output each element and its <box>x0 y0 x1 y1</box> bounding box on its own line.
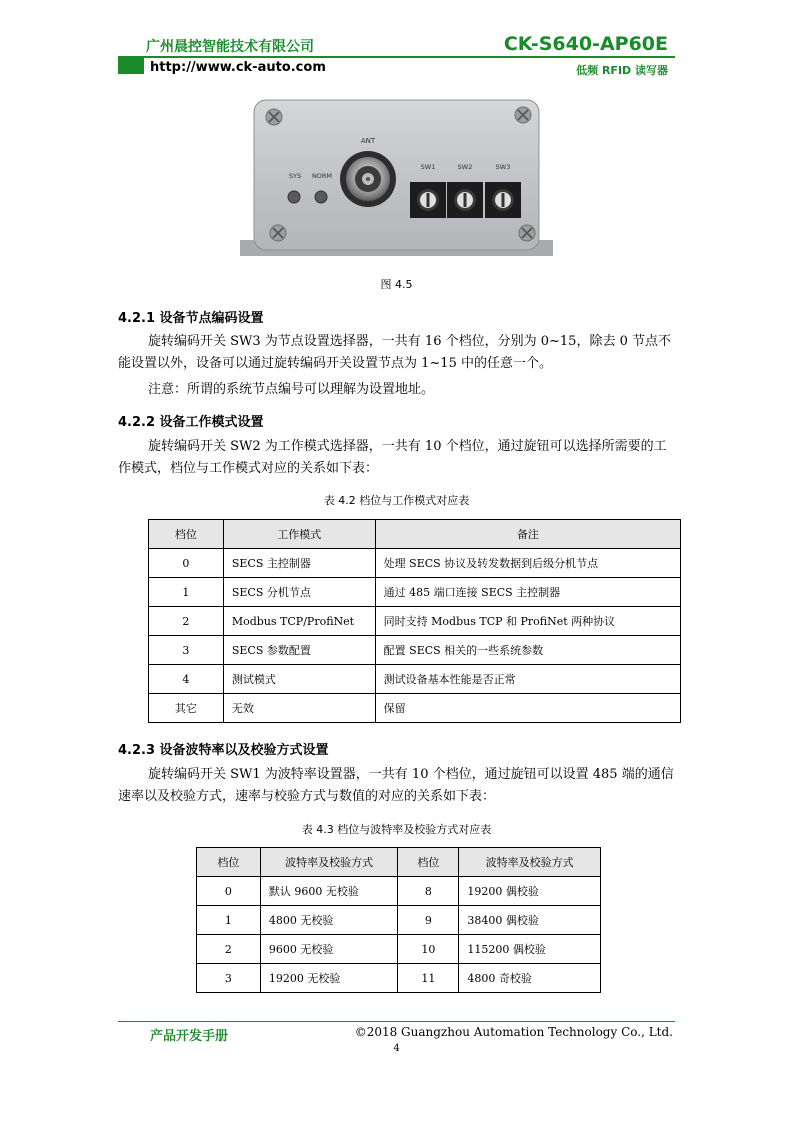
heading-4-2-1: 4.2.1 设备节点编码设置 <box>118 311 264 326</box>
mode-cell: Modbus TCP/ProfiNet <box>223 607 375 636</box>
gear-cell: 0 <box>197 877 261 906</box>
table-row <box>149 607 681 636</box>
header-cell: 档位 <box>197 848 261 877</box>
gear-cell: 2 <box>197 935 261 964</box>
table-row <box>149 549 681 578</box>
header-cell: 工作模式 <box>223 520 375 549</box>
footer-divider <box>118 1021 675 1022</box>
heading-4-2-3: 4.2.3 设备波特率以及校验方式设置 <box>118 743 329 758</box>
table-4-2-caption: 表 4.2 档位与工作模式对应表 <box>323 494 470 507</box>
figure-caption: 图 4.5 <box>380 278 413 291</box>
panel-screw-bottom-right <box>519 225 535 241</box>
table-row <box>149 636 681 665</box>
footer-copyright: ©2018 Guangzhou Automation Technology Co., Ltd. <box>354 1025 673 1039</box>
header-product: 低频 RFID 读写器 <box>576 64 668 77</box>
header-company: 广州晨控智能技术有限公司 <box>146 39 314 55</box>
table-row <box>197 964 601 993</box>
remark-cell: 测试设备基本性能是否正常 <box>375 665 680 694</box>
remark-cell: 同时支持 Modbus TCP 和 ProfiNet 两种协议 <box>375 607 680 636</box>
baud-cell: 4800 奇校验 <box>459 964 601 993</box>
baud-cell: 115200 偶校验 <box>459 935 601 964</box>
page-number: 4 <box>393 1043 400 1054</box>
remark-cell: 通过 485 端口连接 SECS 主控制器 <box>375 578 680 607</box>
paragraph-4-2-1-body: 旋转编码开关 SW3 为节点设置选择器，一共有 16 个档位，分别为 0~15，除去 0 节点不能设置以外，设备可以通过旋转编码开关设置节点为 1~15 中的任意一个。 <box>118 334 671 371</box>
gear-cell: 0 <box>149 549 224 578</box>
gear-cell: 1 <box>149 578 224 607</box>
baud-cell: 4800 无校验 <box>260 906 398 935</box>
header-cell: 波特率及校验方式 <box>260 848 398 877</box>
table-4-3-baud-rates <box>196 847 601 993</box>
sw2-rotary-switch <box>447 182 483 218</box>
paragraph-4-2-3-body: 旋转编码开关 SW1 为波特率设置器，一共有 10 个档位，通过旋钮可以设置 485 端的通信速率以及校验方式，速率与校验方式与数值的对应的关系如下表： <box>118 767 674 804</box>
panel-screw-bottom-left <box>270 225 286 241</box>
gear-cell: 2 <box>149 607 224 636</box>
sw2-label: SW2 <box>457 163 473 171</box>
gear-cell: 11 <box>398 964 459 993</box>
table-4-2-work-modes <box>148 519 681 723</box>
panel-screw-top-right <box>515 107 531 123</box>
header-cell: 档位 <box>398 848 459 877</box>
table-row <box>149 665 681 694</box>
baud-cell: 19200 无校验 <box>260 964 398 993</box>
header-cell: 档位 <box>149 520 224 549</box>
gear-cell: 3 <box>149 636 224 665</box>
table-row <box>197 906 601 935</box>
baud-cell: 默认 9600 无校验 <box>260 877 398 906</box>
sw3-label: SW3 <box>495 163 511 171</box>
bnc-antenna-connector <box>340 151 396 207</box>
baud-cell: 19200 偶校验 <box>459 877 601 906</box>
header-cell: 备注 <box>375 520 680 549</box>
gear-cell: 3 <box>197 964 261 993</box>
table-row <box>197 935 601 964</box>
table-4-3-caption: 表 4.3 档位与波特率及校验方式对应表 <box>301 823 492 836</box>
table-header-row <box>197 848 601 877</box>
paragraph-4-2-1-note: 注意：所谓的系统节点编号可以理解为设置地址。 <box>148 382 435 397</box>
table-row <box>149 578 681 607</box>
remark-cell: 处理 SECS 协议及转发数据到后级分机节点 <box>375 549 680 578</box>
sw1-rotary-switch <box>410 182 446 218</box>
mode-cell: SECS 参数配置 <box>223 636 375 665</box>
device-front-panel-image <box>240 95 553 257</box>
gear-cell: 1 <box>197 906 261 935</box>
mode-cell: SECS 主控制器 <box>223 549 375 578</box>
panel-screw-top-left <box>266 109 282 125</box>
mode-cell: 无效 <box>223 694 375 723</box>
remark-cell: 配置 SECS 相关的一些系统参数 <box>375 636 680 665</box>
mode-cell: 测试模式 <box>223 665 375 694</box>
header-model: CK-S640-AP60E <box>503 33 668 55</box>
heading-4-2-2: 4.2.2 设备工作模式设置 <box>118 415 264 430</box>
paragraph-4-2-2-body: 旋转编码开关 SW2 为工作模式选择器，一共有 10 个档位，通过旋钮可以选择所需要的工作模式，档位与工作模式对应的关系如下表： <box>118 439 667 476</box>
norm-led <box>315 191 327 203</box>
gear-cell: 8 <box>398 877 459 906</box>
table-header-row <box>149 520 681 549</box>
norm-led-label: NORM <box>311 172 333 180</box>
gear-cell: 9 <box>398 906 459 935</box>
gear-cell: 4 <box>149 665 224 694</box>
footer-title: 产品开发手册 <box>150 1029 229 1044</box>
ant-label: ANT <box>360 137 376 145</box>
sys-led <box>288 191 300 203</box>
header-green-block <box>118 58 144 74</box>
table-row <box>197 877 601 906</box>
header-url[interactable]: http://www.ck-auto.com <box>150 60 326 75</box>
header-divider <box>118 56 675 58</box>
sw3-rotary-switch <box>485 182 521 218</box>
header-cell: 波特率及校验方式 <box>459 848 601 877</box>
sys-led-label: SYS <box>288 172 302 180</box>
table-row <box>149 694 681 723</box>
baud-cell: 9600 无校验 <box>260 935 398 964</box>
mode-cell: SECS 分机节点 <box>223 578 375 607</box>
baud-cell: 38400 偶校验 <box>459 906 601 935</box>
sw1-label: SW1 <box>420 163 436 171</box>
gear-cell: 其它 <box>149 694 224 723</box>
gear-cell: 10 <box>398 935 459 964</box>
remark-cell: 保留 <box>375 694 680 723</box>
